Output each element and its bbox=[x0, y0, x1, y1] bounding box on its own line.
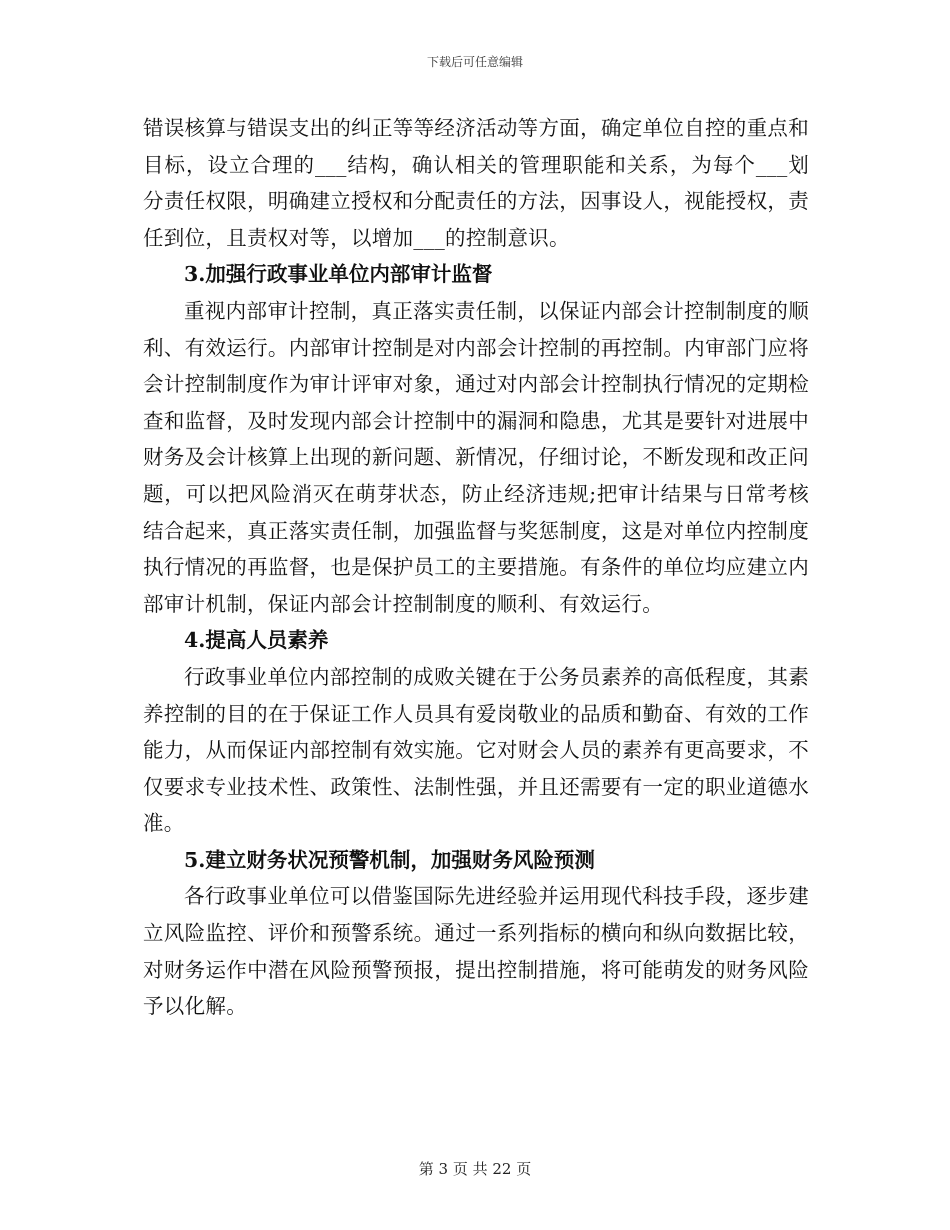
page-number-footer: 第 3 页 共 22 页 bbox=[418, 1160, 532, 1178]
page-header-note: 下载后可任意编辑 bbox=[426, 55, 523, 69]
document-body bbox=[143, 110, 809, 1025]
section-3-paragraph: 重视内部审计控制，真正落实责任制，以保证内部会计控制制度的顺利、有效运行。内部审计控制是对内部会计控制的再控制。内审部门应将会计控制制度作为审计评审对象，通过对内部会计控制执行情况的定期检查和监督，及时发现内部会计控制中的漏洞和隐患，尤其是要针对进展中财务及会计核算上出现的新问题、新情况，仔细讨论，不断发现和改正问题，可以把风险消灭在萌芽状态，防止经济违规;把审计结果与日常考核结合起来，真正落实责任制，加强监督与奖惩制度，这是对单位内控制度执行情况的再监督，也是保护员工的主要措施。有条件的单位均应建立内部审计机制，保证内部会计控制制度的顺利、有效运行。 bbox=[143, 298, 809, 616]
section-5-heading: 5.建立财务状况预警机制，加强财务风险预测 bbox=[184, 847, 595, 872]
continued-paragraph: 错误核算与错误支出的纠正等等经济活动等方面，确定单位自控的重点和目标，设立合理的___结构，确认相关的管理职能和关系，为每个___划分责任权限，明确建立授权和分配责任的方法，因事设人，视能授权，责任到位，且责权对等，以增加___的控制意识。 bbox=[143, 116, 809, 250]
section-4-paragraph: 行政事业单位内部控制的成败关键在于公务员素养的高低程度，其素养控制的目的在于保证工作人员具有爱岗敬业的品质和勤奋、有效的工作能力，从而保证内部控制有效实施。它对财会人员的素养有更高要求，不仅要求专业技术性、政策性、法制性强，并且还需要有一定的职业道德水准。 bbox=[143, 664, 809, 836]
section-5-paragraph: 各行政事业单位可以借鉴国际先进经验并运用现代科技手段，逐步建立风险监控、评价和预警系统。通过一系列指标的横向和纵向数据比较，对财务运作中潜在风险预警预报，提出控制措施，将可能萌发的财务风险予以化解。 bbox=[143, 884, 809, 1019]
section-3-heading: 3.加强行政事业单位内部审计监督 bbox=[184, 262, 493, 287]
section-4-heading: 4.提高人员素养 bbox=[184, 628, 329, 653]
